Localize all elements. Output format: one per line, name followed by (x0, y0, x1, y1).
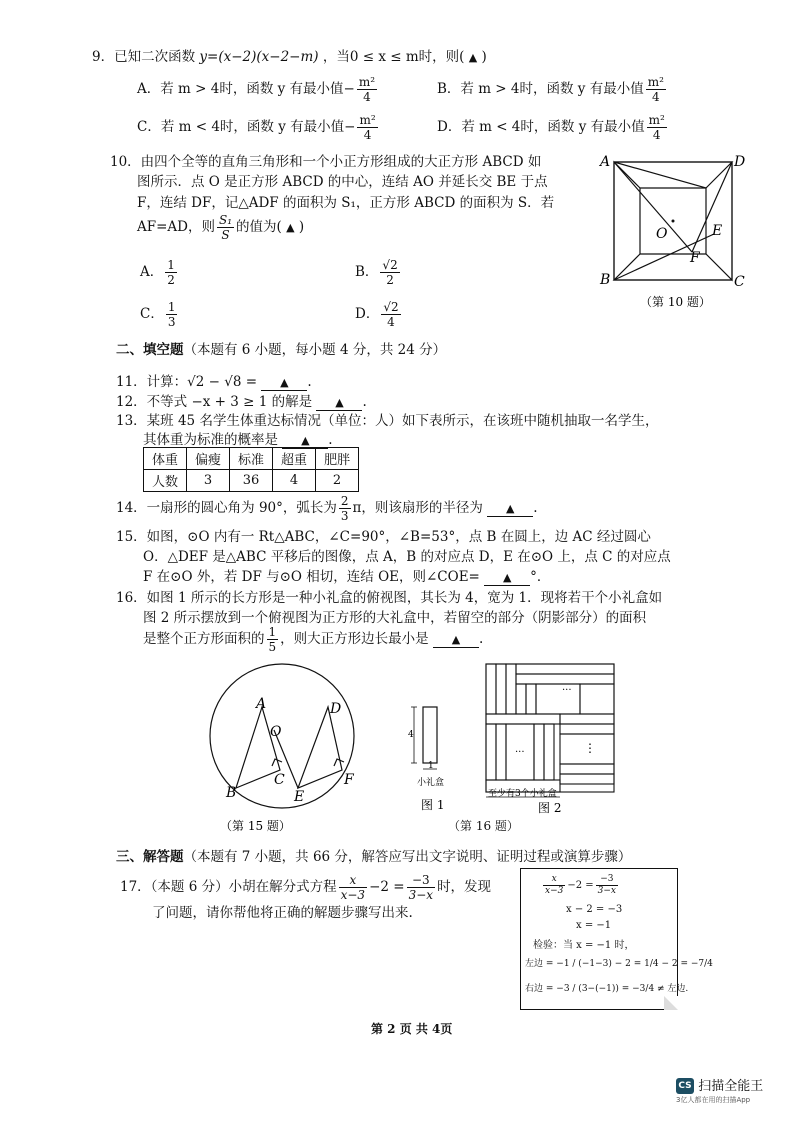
label-e: E (712, 223, 723, 239)
ellipsis-bottom: ... (515, 744, 525, 755)
answer-triangle: ▲ (301, 434, 310, 447)
label-f: F (344, 772, 354, 788)
q9-stem-text3: ) (481, 49, 487, 65)
label-c: C (274, 772, 285, 788)
answer-triangle: ▲ (451, 633, 461, 646)
frac-num: 1 (167, 300, 176, 314)
option-label: B． (355, 264, 379, 280)
frac-num: 1 (167, 258, 175, 272)
table-header: 肥胖 (316, 448, 359, 470)
q10-option-c (140, 300, 179, 329)
frac-den: 5 (268, 640, 277, 654)
q17-stem (120, 873, 491, 902)
note-equation (541, 874, 620, 897)
q12 (116, 390, 367, 411)
label-a: A (256, 696, 267, 712)
q10-option-b (355, 258, 402, 287)
label-d: D (734, 154, 746, 170)
section-desc: （本题有 6 小题，每小题 4 分，共 24 分） (183, 342, 447, 358)
label-o: O (270, 724, 282, 740)
table-cell: 人数 (144, 470, 187, 492)
q13-text: 其体重为标准的概率是 (143, 432, 278, 448)
answer-triangle: ▲ (280, 376, 289, 389)
triangle-top (614, 162, 732, 188)
option-text: B．若 m > 4时，函数 y 有最小值 (437, 81, 644, 97)
label-e: E (294, 789, 305, 805)
answer-triangle: ▲ (335, 396, 344, 409)
big-square (486, 664, 614, 792)
q15-line1: 15．如图，⊙O 内有一 Rt△ABC，∠C=90°，∠B=53°，点 B 在圆上，边 AC 经过圆心 (116, 529, 651, 545)
section2-heading (116, 338, 446, 358)
q15-figure (200, 660, 380, 835)
q10-line2: 图所示．点 O 是正方形 ABCD 的中心，连结 AO 并延长交 BE 于点 (137, 174, 548, 190)
frac-den: 2 (167, 273, 175, 287)
table-cell: 2 (316, 470, 359, 492)
logo-name: 扫描全能王 (698, 1079, 764, 1094)
q11-end: . (307, 374, 312, 390)
q9-option-d (437, 113, 669, 142)
note-text: −2 = (567, 880, 594, 891)
q10-figure (596, 152, 746, 322)
q17-solution-note (520, 868, 713, 1010)
answer-triangle: ▲ (286, 221, 295, 234)
logo-badge: CS (676, 1078, 694, 1094)
scanner-logo (676, 1075, 763, 1094)
q9-option-c (137, 113, 380, 142)
label-f: F (690, 250, 700, 266)
figure1-label: 图 1 (421, 798, 445, 812)
q13-line2 (143, 428, 333, 449)
note-left (525, 956, 713, 969)
label-c: C (734, 274, 745, 290)
section-title: 二、填空题 (116, 342, 184, 358)
center-point (672, 220, 675, 223)
q10-text: 的值为( (236, 219, 282, 235)
q14-text: 14．一扇形的圆心角为 90°，弧长为 (116, 500, 337, 516)
triangle-left (614, 162, 640, 280)
label-b: B (600, 272, 611, 288)
frac-den: 3 (340, 509, 349, 523)
section-title: 三、解答题 (116, 849, 184, 865)
q16-line3 (143, 625, 483, 654)
q10-option-a (140, 258, 179, 287)
triangle-bottom (614, 254, 732, 280)
q16-line1: 16．如图 1 所示的长方形是一种小礼盒的俯视图，其长为 4，宽为 1．现将若干个小礼盒如 (116, 590, 663, 606)
table-row (144, 470, 359, 492)
q9-stem-text: 9．已知二次函数 (92, 49, 196, 65)
note-left-label: 左边 = (525, 959, 554, 969)
triangle-right (706, 162, 732, 280)
frac-den: 3−x (597, 886, 616, 896)
bottom-dimension-label: 至少有3个小礼盒 (488, 789, 557, 799)
frac-den: 4 (363, 128, 372, 142)
q17-text: 17．（本题 6 分）小胡在解分式方程 (120, 879, 337, 895)
frac-den: x−3 (340, 888, 366, 902)
frac-den: 4 (387, 315, 395, 329)
answer-triangle: ▲ (505, 502, 515, 515)
q10-option-d (355, 300, 403, 329)
q9-option-b (437, 75, 668, 104)
frac-den: 2 (386, 273, 394, 287)
q9-option-a (137, 75, 379, 104)
q13-line1: 13．某班 45 名学生体重达标情况（单位：人）如下表所示，在该班中随机抽取一名学生， (116, 413, 659, 429)
option-label: D． (355, 306, 380, 322)
label-d: D (330, 701, 342, 717)
q10-text: AF=AD，则 (137, 219, 216, 235)
option-text: C．若 m < 4时，函数 y 有最小值− (137, 119, 356, 135)
label-o: O (656, 226, 668, 242)
q16-figure1 (405, 695, 465, 815)
q16-line2: 图 2 所示摆放到一个俯视图为正方形的大礼盒中，若留空的部分（阴影部分）的面积 (143, 610, 647, 626)
frac-num: m² (648, 113, 665, 127)
table-row (144, 448, 359, 470)
note-left-value: −1 / (−1−3) − 2 = 1/4 − 2 = −7/4 (556, 959, 713, 969)
note-right-label: 右边 = (525, 984, 554, 994)
frac-num: x (339, 873, 367, 888)
triangle-def (298, 707, 342, 788)
frac-num: √2 (383, 300, 399, 314)
table-cell: 36 (230, 470, 273, 492)
page-footer: 第 2 页 共 4页 (371, 1022, 453, 1036)
frac-num: √2 (382, 258, 398, 272)
dim-width: 1 (428, 761, 434, 771)
frac-den: S (221, 228, 230, 242)
page-curl-corner (664, 996, 678, 1010)
frac-num: m² (647, 75, 664, 89)
figure-caption: （第 16 题） (448, 819, 519, 833)
right-angle-c (272, 759, 282, 766)
frac-den: x−3 (545, 886, 564, 896)
q16-text2: ，则大正方形边长最小是 (280, 631, 429, 647)
frac-num: 2 (340, 494, 349, 508)
frac-den: 4 (652, 90, 660, 104)
table-header: 标准 (230, 448, 273, 470)
right-angle-f (334, 759, 344, 766)
q11 (116, 370, 312, 391)
dim-length: 4 (408, 730, 414, 740)
weight-table (143, 447, 359, 492)
section-desc: （本题有 7 小题，共 66 分，解答应写出文字说明、证明过程或演算步骤） (183, 849, 632, 865)
q9-stem-text2: ，当0 ≤ x ≤ m时，则( (322, 49, 465, 65)
frac-num: −3 (407, 873, 435, 888)
q16-text: 是整个正方形面积的 (143, 631, 265, 647)
q17-line2: 了问题，请你帮他将正确的解题步骤写出来. (152, 905, 413, 921)
q9-function: y=(x−2)(x−2−m) (199, 49, 319, 65)
table-header: 体重 (144, 448, 187, 470)
figure2-label: 图 2 (538, 801, 562, 815)
q9-stem (92, 45, 487, 65)
q14-text2: π，则该扇形的半径为 (352, 500, 483, 516)
ellipsis-top: ... (562, 682, 572, 693)
option-text: A．若 m > 4时，函数 y 有最小值− (137, 81, 355, 97)
frac-num: 1 (268, 625, 277, 639)
q16-end: . (478, 631, 484, 647)
answer-triangle: ▲ (502, 571, 512, 584)
answer-triangle: ▲ (468, 51, 478, 64)
frac-den: 3 (167, 315, 176, 329)
q11-text: 11．计算：√2 − √8 = (116, 374, 258, 390)
logo-tagline: 3亿人都在用的扫描App (676, 1096, 751, 1104)
q12-text: 12．不等式 −x + 3 ≥ 1 的解是 (116, 394, 313, 410)
box-label: 小礼盒 (417, 778, 445, 788)
q15-line2: O．△DEF 是△ABC 平移后的图像，点 A，B 的对应点 D，E 在⊙O 上，点 C 的对应点 (143, 549, 671, 565)
frac-num: m² (358, 75, 376, 89)
line-af (614, 162, 692, 252)
table-cell: 4 (273, 470, 316, 492)
frac-num: x (543, 874, 565, 886)
table-header: 偏瘦 (187, 448, 230, 470)
q10-line4 (137, 213, 304, 242)
frac-den: 3−x (408, 888, 434, 902)
note-step3: x = −1 (576, 920, 612, 931)
option-label: A． (140, 264, 164, 280)
figure-caption: （第 10 题） (640, 295, 711, 309)
q10-line3: F，连结 DF，记△ADF 的面积为 S₁，正方形 ABCD 的面积为 S．若 (137, 195, 555, 211)
q17-text3: 时，发现 (437, 879, 492, 895)
vertical-ellipsis: ⋮ (584, 741, 596, 755)
section3-heading (116, 845, 631, 865)
note-check: 检验：当 x = −1 时， (533, 940, 635, 951)
frac-num: −3 (596, 874, 618, 886)
q15-line3 (143, 565, 550, 586)
note-right (525, 981, 688, 994)
note-step2: x − 2 = −3 (566, 904, 623, 915)
label-a: A (600, 154, 611, 170)
frac-den: 4 (363, 90, 371, 104)
q15-text: F 在⊙O 外，若 DF 与⊙O 相切，连结 OE，则∠COE= (143, 569, 480, 585)
figure-caption: （第 15 题） (220, 819, 291, 833)
q17-text2: −2 = (369, 879, 405, 895)
q12-end: . (362, 394, 367, 410)
table-cell: 3 (187, 470, 230, 492)
q14-end: . (533, 500, 538, 516)
option-label: C． (140, 306, 164, 322)
q14 (116, 494, 538, 523)
option-text: D．若 m < 4时，函数 y 有最小值 (437, 119, 645, 135)
q16-figure2 (480, 660, 620, 820)
table-header: 超重 (273, 448, 316, 470)
q10-text: ) (298, 219, 305, 235)
small-box (423, 707, 437, 763)
q10-line1: 10．由四个全等的直角三角形和一个小正方形组成的大正方形 ABCD 如 (110, 154, 542, 170)
q15-end: °． (530, 569, 551, 585)
label-b: B (226, 785, 237, 801)
note-right-value: −3 / (3−(−1)) = −3/4 ≠ 左边. (556, 984, 689, 994)
frac-den: 4 (652, 128, 661, 142)
frac-num: m² (359, 113, 376, 127)
frac-num: S₁ (219, 213, 233, 227)
q13-end: . (328, 432, 333, 448)
